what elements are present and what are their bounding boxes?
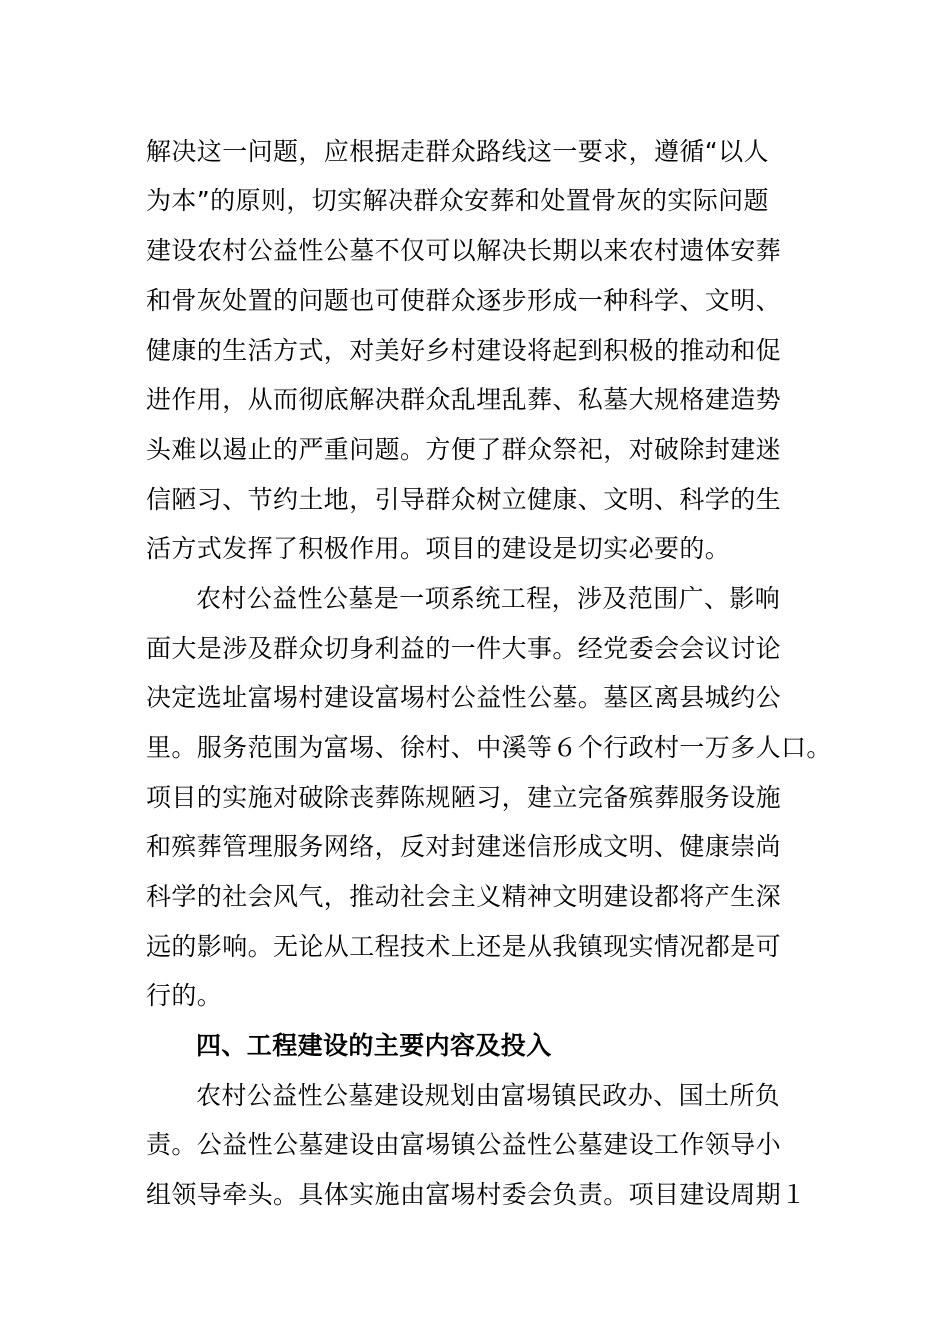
text-line: 里。服务范围为富埸、徐村、中溪等６个行政村一万多人口。 [146,733,832,762]
section-heading: 四、工程建设的主要内容及投入 [196,1031,552,1060]
text-line: 活方式发挥了积极作用。项目的建设是切实必要的。 [146,534,731,563]
paragraph-start-line: 农村公益性公墓建设规划由富埸镇民政办、国土所负 [196,1081,781,1110]
text-line: 组领导牵头。具体实施由富埸村委会负责。项目建设周期１ [146,1180,807,1209]
text-line: 科学的社会风气，推动社会主义精神文明建设都将产生深 [146,882,782,911]
text-line: 和殡葬管理服务网络，反对封建迷信形成文明、健康崇尚 [146,832,782,861]
text-line: 头难以遏止的严重问题。方便了群众祭祀，对破除封建迷 [146,435,782,464]
text-line: 项目的实施对破除丧葬陈规陋习，建立完备殡葬服务设施 [146,783,782,812]
text-line: 信陋习、节约土地，引导群众树立健康、文明、科学的生 [146,485,782,514]
text-line: 行的。 [146,981,223,1010]
text-line: 进作用，从而彻底解决群众乱埋乱葬、私墓大规格建造势 [146,385,782,414]
text-line: 解决这一问题，应根据走群众路线这一要求，遵循“以人 [146,137,769,166]
text-line: 为本”的原则，切实解决群众安葬和处置骨灰的实际问题 [146,186,769,215]
text-line: 责。公益性公墓建设由富埸镇公益性公墓建设工作领导小 [146,1130,782,1159]
text-line: 和骨灰处置的问题也可使群众逐步形成一种科学、文明、 [146,286,782,315]
paragraph-start-line: 农村公益性公墓是一项系统工程，涉及范围广、影响 [196,584,781,613]
text-line: 远的影响。无论从工程技术上还是从我镇现实情况都是可 [146,932,782,961]
text-line: 决定选址富埸村建设富埸村公益性公墓。墓区离县城约公 [146,683,782,712]
text-line: 面大是涉及群众切身利益的一件大事。经党委会会议讨论 [146,634,782,663]
text-line: 建设农村公益性公墓不仅可以解决长期以来农村遗体安葬 [146,236,782,265]
text-line: 健康的生活方式，对美好乡村建设将起到积极的推动和促 [146,336,782,365]
